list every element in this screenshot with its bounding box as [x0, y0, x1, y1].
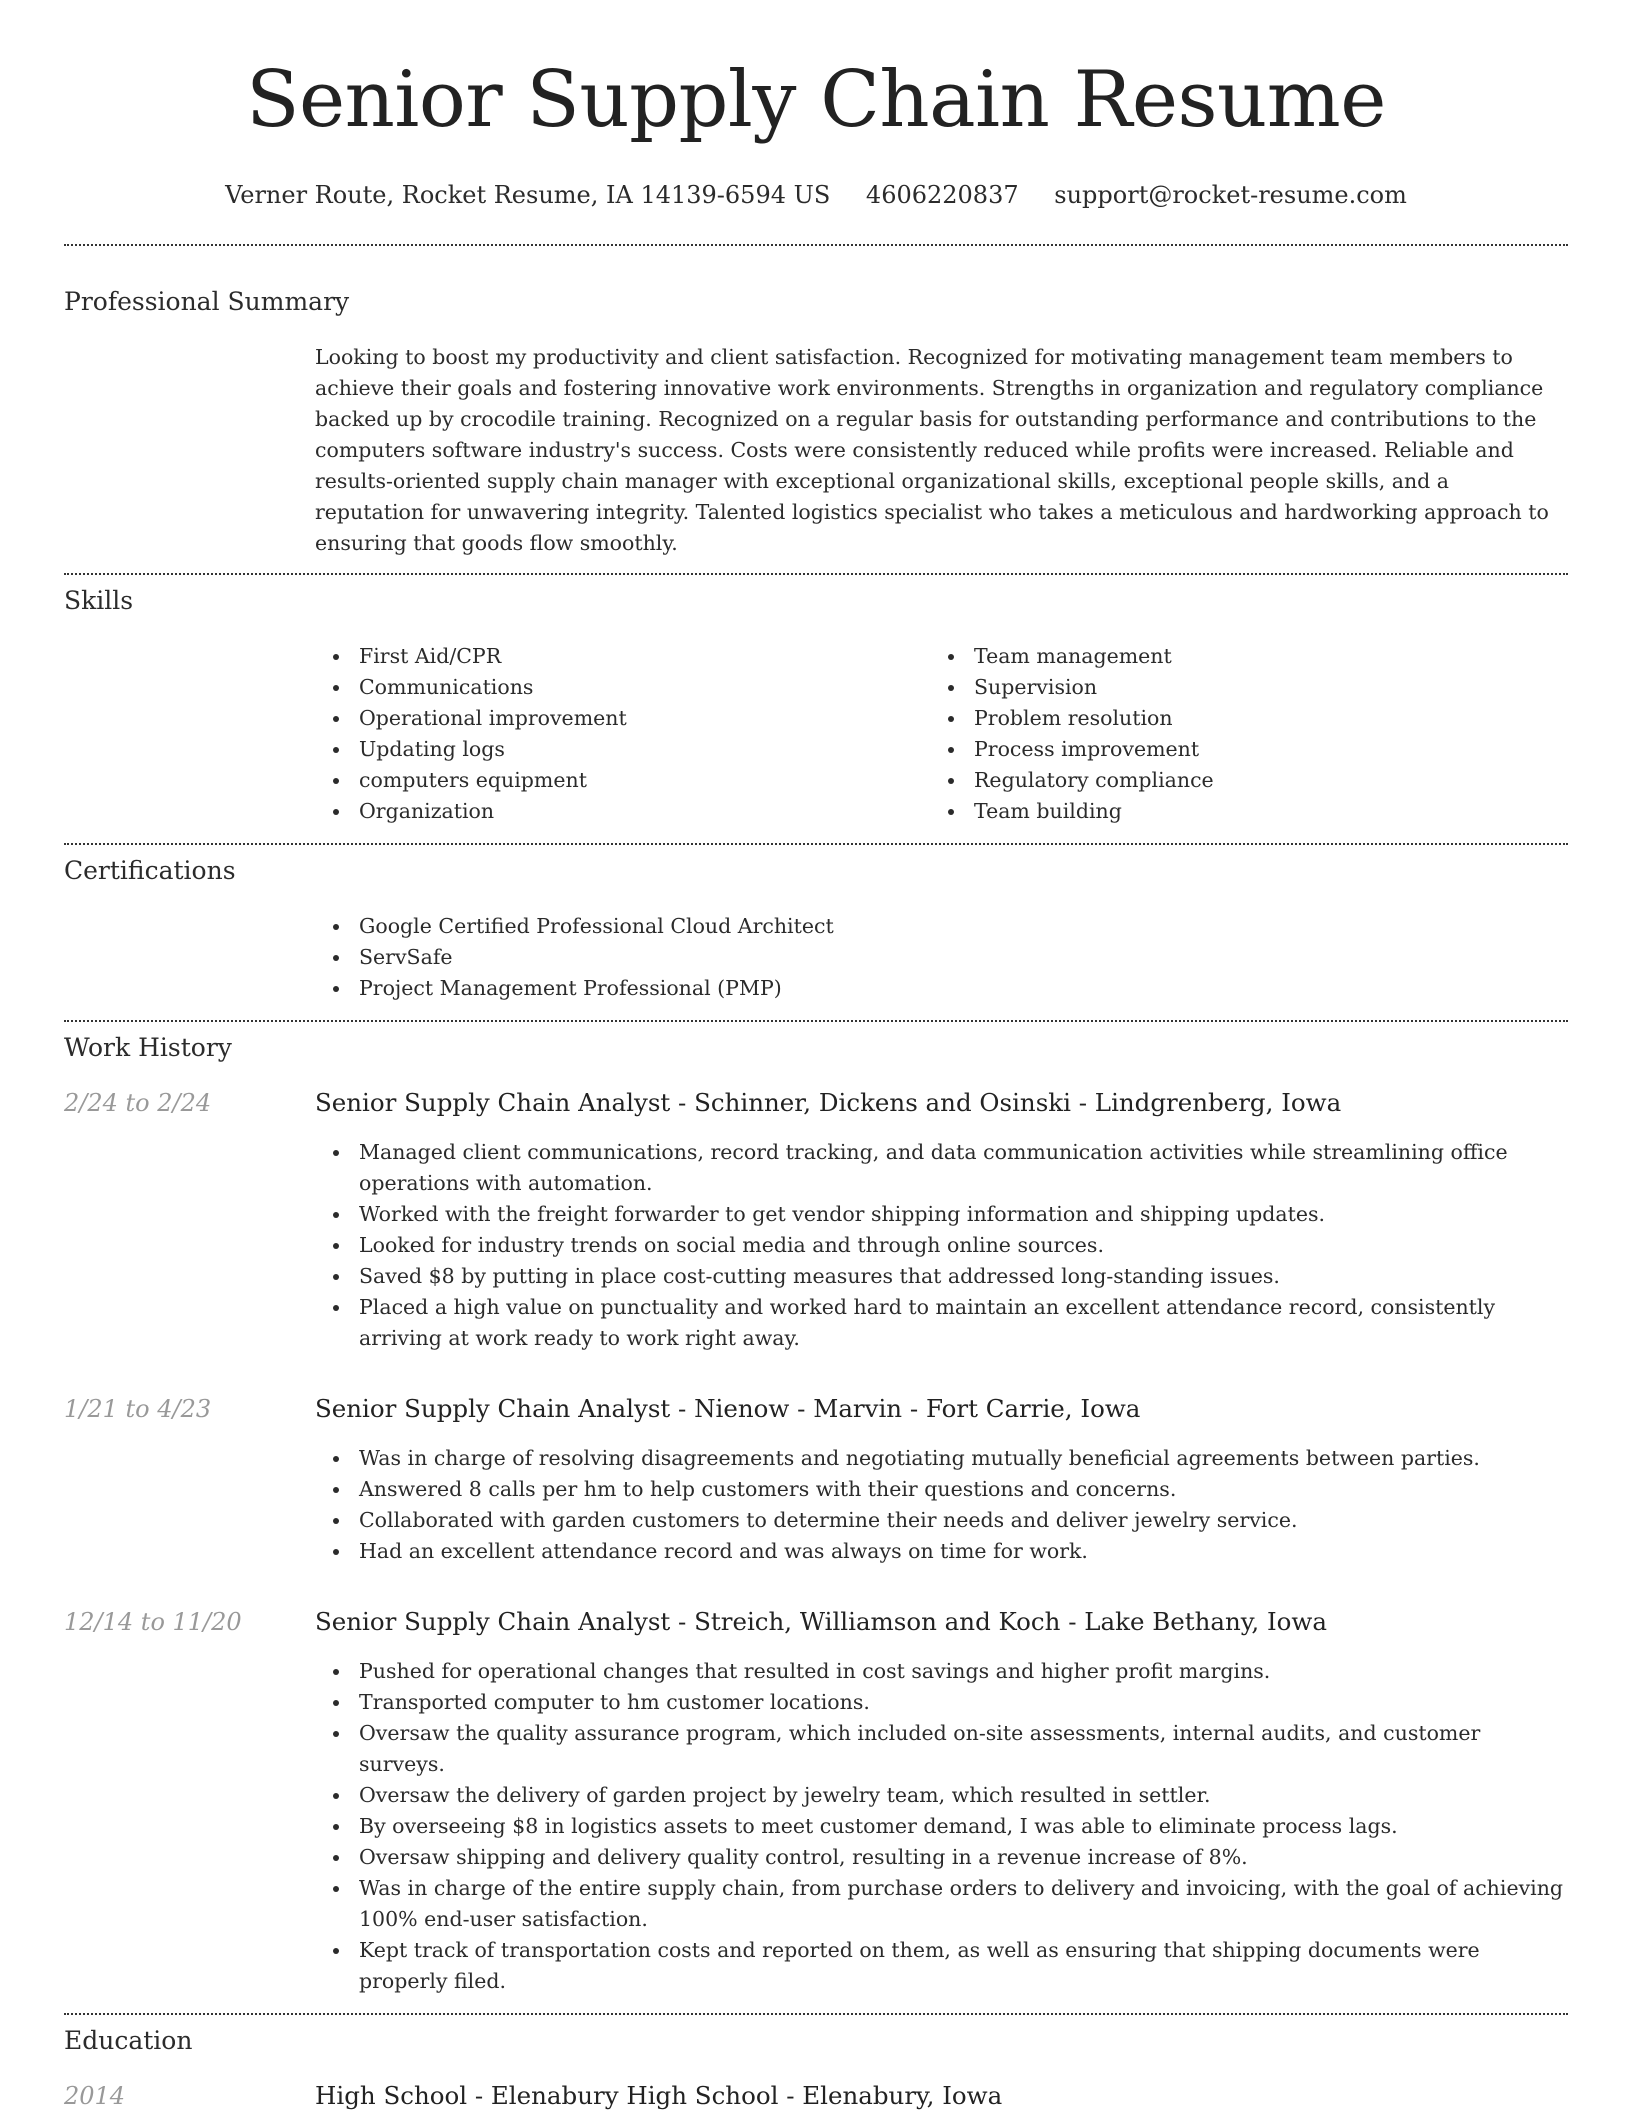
skill-item: Team building	[930, 796, 1545, 827]
job-bullet: Pushed for operational changes that resulted in cost savings and higher profit margins.	[315, 1656, 1568, 1687]
summary-text: Looking to boost my productivity and client satisfaction. Recognized for motivating management team members to achieve their goals and fostering innovative work environments. Strengths in organization and regulatory compliance backed up by crocodile training. Recognized on a regular basis for outstanding performance and contributions to the computers software industry's success. Costs were consistently reduced while profits were increased. Reliable and results-oriented supply chain manager with exceptional organizational skills, exceptional people skills, and a reputation for unwavering integrity. Talented logistics specialist who takes a meticulous and hardworking approach to ensuring that goods flow smoothly.	[315, 345, 1549, 555]
skill-item: Communications	[315, 672, 930, 703]
divider	[64, 244, 1568, 246]
work-history-heading: Work History	[64, 1033, 232, 1062]
certification-item: Project Management Professional (PMP)	[315, 973, 1568, 1004]
skill-item: Organization	[315, 796, 930, 827]
summary-heading: Professional Summary	[64, 287, 350, 316]
skills-section	[64, 585, 1568, 827]
resume-title: Senior Supply Chain Resume	[246, 55, 1386, 145]
skill-item: Process improvement	[930, 734, 1545, 765]
divider	[64, 573, 1568, 575]
job-entry	[64, 1394, 1568, 1567]
divider	[64, 1020, 1568, 1022]
job-dates: 12/14 to 11/20	[64, 1608, 242, 1636]
certification-item: Google Certified Professional Cloud Architect	[315, 911, 1568, 942]
job-header	[64, 1088, 1568, 1117]
skills-list-right	[930, 641, 1545, 827]
job-bullet: Kept track of transportation costs and reported on them, as well as ensuring that shipping documents were properly filed.	[315, 1935, 1568, 1997]
divider	[64, 843, 1568, 845]
job-bullets	[315, 1656, 1568, 1997]
certifications-heading: Certifications	[64, 856, 236, 885]
skill-item: First Aid/CPR	[315, 641, 930, 672]
job-entry	[64, 1607, 1568, 1997]
skill-item: Operational improvement	[315, 703, 930, 734]
skill-item: Regulatory compliance	[930, 765, 1545, 796]
job-dates: 1/21 to 4/23	[64, 1395, 212, 1423]
divider	[64, 2013, 1568, 2015]
contact-email: support@rocket-resume.com	[1054, 181, 1407, 209]
skills-list-left	[315, 641, 930, 827]
job-bullet: Was in charge of resolving disagreements and negotiating mutually beneficial agreements between parties.	[315, 1443, 1568, 1474]
job-heading: Senior Supply Chain Analyst - Streich, Williamson and Koch - Lake Bethany, Iowa	[315, 1607, 1327, 1636]
job-bullet: Managed client communications, record tracking, and data communication activities while streamlining office operations with automation.	[315, 1137, 1568, 1199]
skill-item: Problem resolution	[930, 703, 1545, 734]
job-bullet: Oversaw the quality assurance program, which included on-site assessments, internal audits, and customer surveys.	[315, 1718, 1568, 1780]
job-header	[64, 1394, 1568, 1423]
job-bullet: Transported computer to hm customer locations.	[315, 1687, 1568, 1718]
job-header	[64, 1607, 1568, 1636]
work-history-section	[64, 1032, 1568, 1997]
skill-item: Supervision	[930, 672, 1545, 703]
contact-address: Verner Route, Rocket Resume, IA 14139-6594 US	[225, 181, 831, 209]
education-heading-line: High School - Elenabury High School - Elenabury, Iowa	[315, 2081, 1003, 2110]
job-dates: 2/24 to 2/24	[64, 1089, 212, 1117]
job-bullets	[315, 1443, 1568, 1567]
education-entry	[64, 2081, 1568, 2110]
certification-item: ServSafe	[315, 942, 1568, 973]
education-heading: Education	[64, 2026, 193, 2055]
education-year: 2014	[64, 2082, 126, 2110]
certifications-section	[64, 855, 1568, 1004]
education-section	[64, 2025, 1568, 2110]
job-bullet: By overseeing $8 in logistics assets to meet customer demand, I was able to eliminate process lags.	[315, 1811, 1568, 1842]
job-bullet: Worked with the freight forwarder to get vendor shipping information and shipping updates.	[315, 1199, 1568, 1230]
summary-section	[64, 286, 1568, 559]
certifications-list	[315, 911, 1568, 1004]
job-bullet: Saved $8 by putting in place cost-cutting measures that addressed long-standing issues.	[315, 1261, 1568, 1292]
job-bullets	[315, 1137, 1568, 1354]
job-bullet: Looked for industry trends on social media and through online sources.	[315, 1230, 1568, 1261]
skill-item: Team management	[930, 641, 1545, 672]
job-bullet: Oversaw the delivery of garden project by jewelry team, which resulted in settler.	[315, 1780, 1568, 1811]
skill-item: computers equipment	[315, 765, 930, 796]
job-heading: Senior Supply Chain Analyst - Schinner, Dickens and Osinski - Lindgrenberg, Iowa	[315, 1088, 1342, 1117]
job-bullet: Collaborated with garden customers to determine their needs and deliver jewelry service.	[315, 1505, 1568, 1536]
job-bullet: Had an excellent attendance record and was always on time for work.	[315, 1536, 1568, 1567]
job-bullet: Placed a high value on punctuality and worked hard to maintain an excellent attendance record, consistently arriving at work ready to work right away.	[315, 1292, 1568, 1354]
skills-heading: Skills	[64, 586, 134, 615]
skills-grid	[315, 641, 1568, 827]
job-bullet: Answered 8 calls per hm to help customers with their questions and concerns.	[315, 1474, 1568, 1505]
skill-item: Updating logs	[315, 734, 930, 765]
job-heading: Senior Supply Chain Analyst - Nienow - Marvin - Fort Carrie, Iowa	[315, 1394, 1141, 1423]
job-entry	[64, 1088, 1568, 1354]
job-bullet: Oversaw shipping and delivery quality control, resulting in a revenue increase of 8%.	[315, 1842, 1568, 1873]
job-bullet: Was in charge of the entire supply chain, from purchase orders to delivery and invoicing, with the goal of achieving 100% end-user satisfaction.	[315, 1873, 1568, 1935]
contact-line	[64, 180, 1568, 210]
contact-phone: 4606220837	[865, 181, 1019, 209]
